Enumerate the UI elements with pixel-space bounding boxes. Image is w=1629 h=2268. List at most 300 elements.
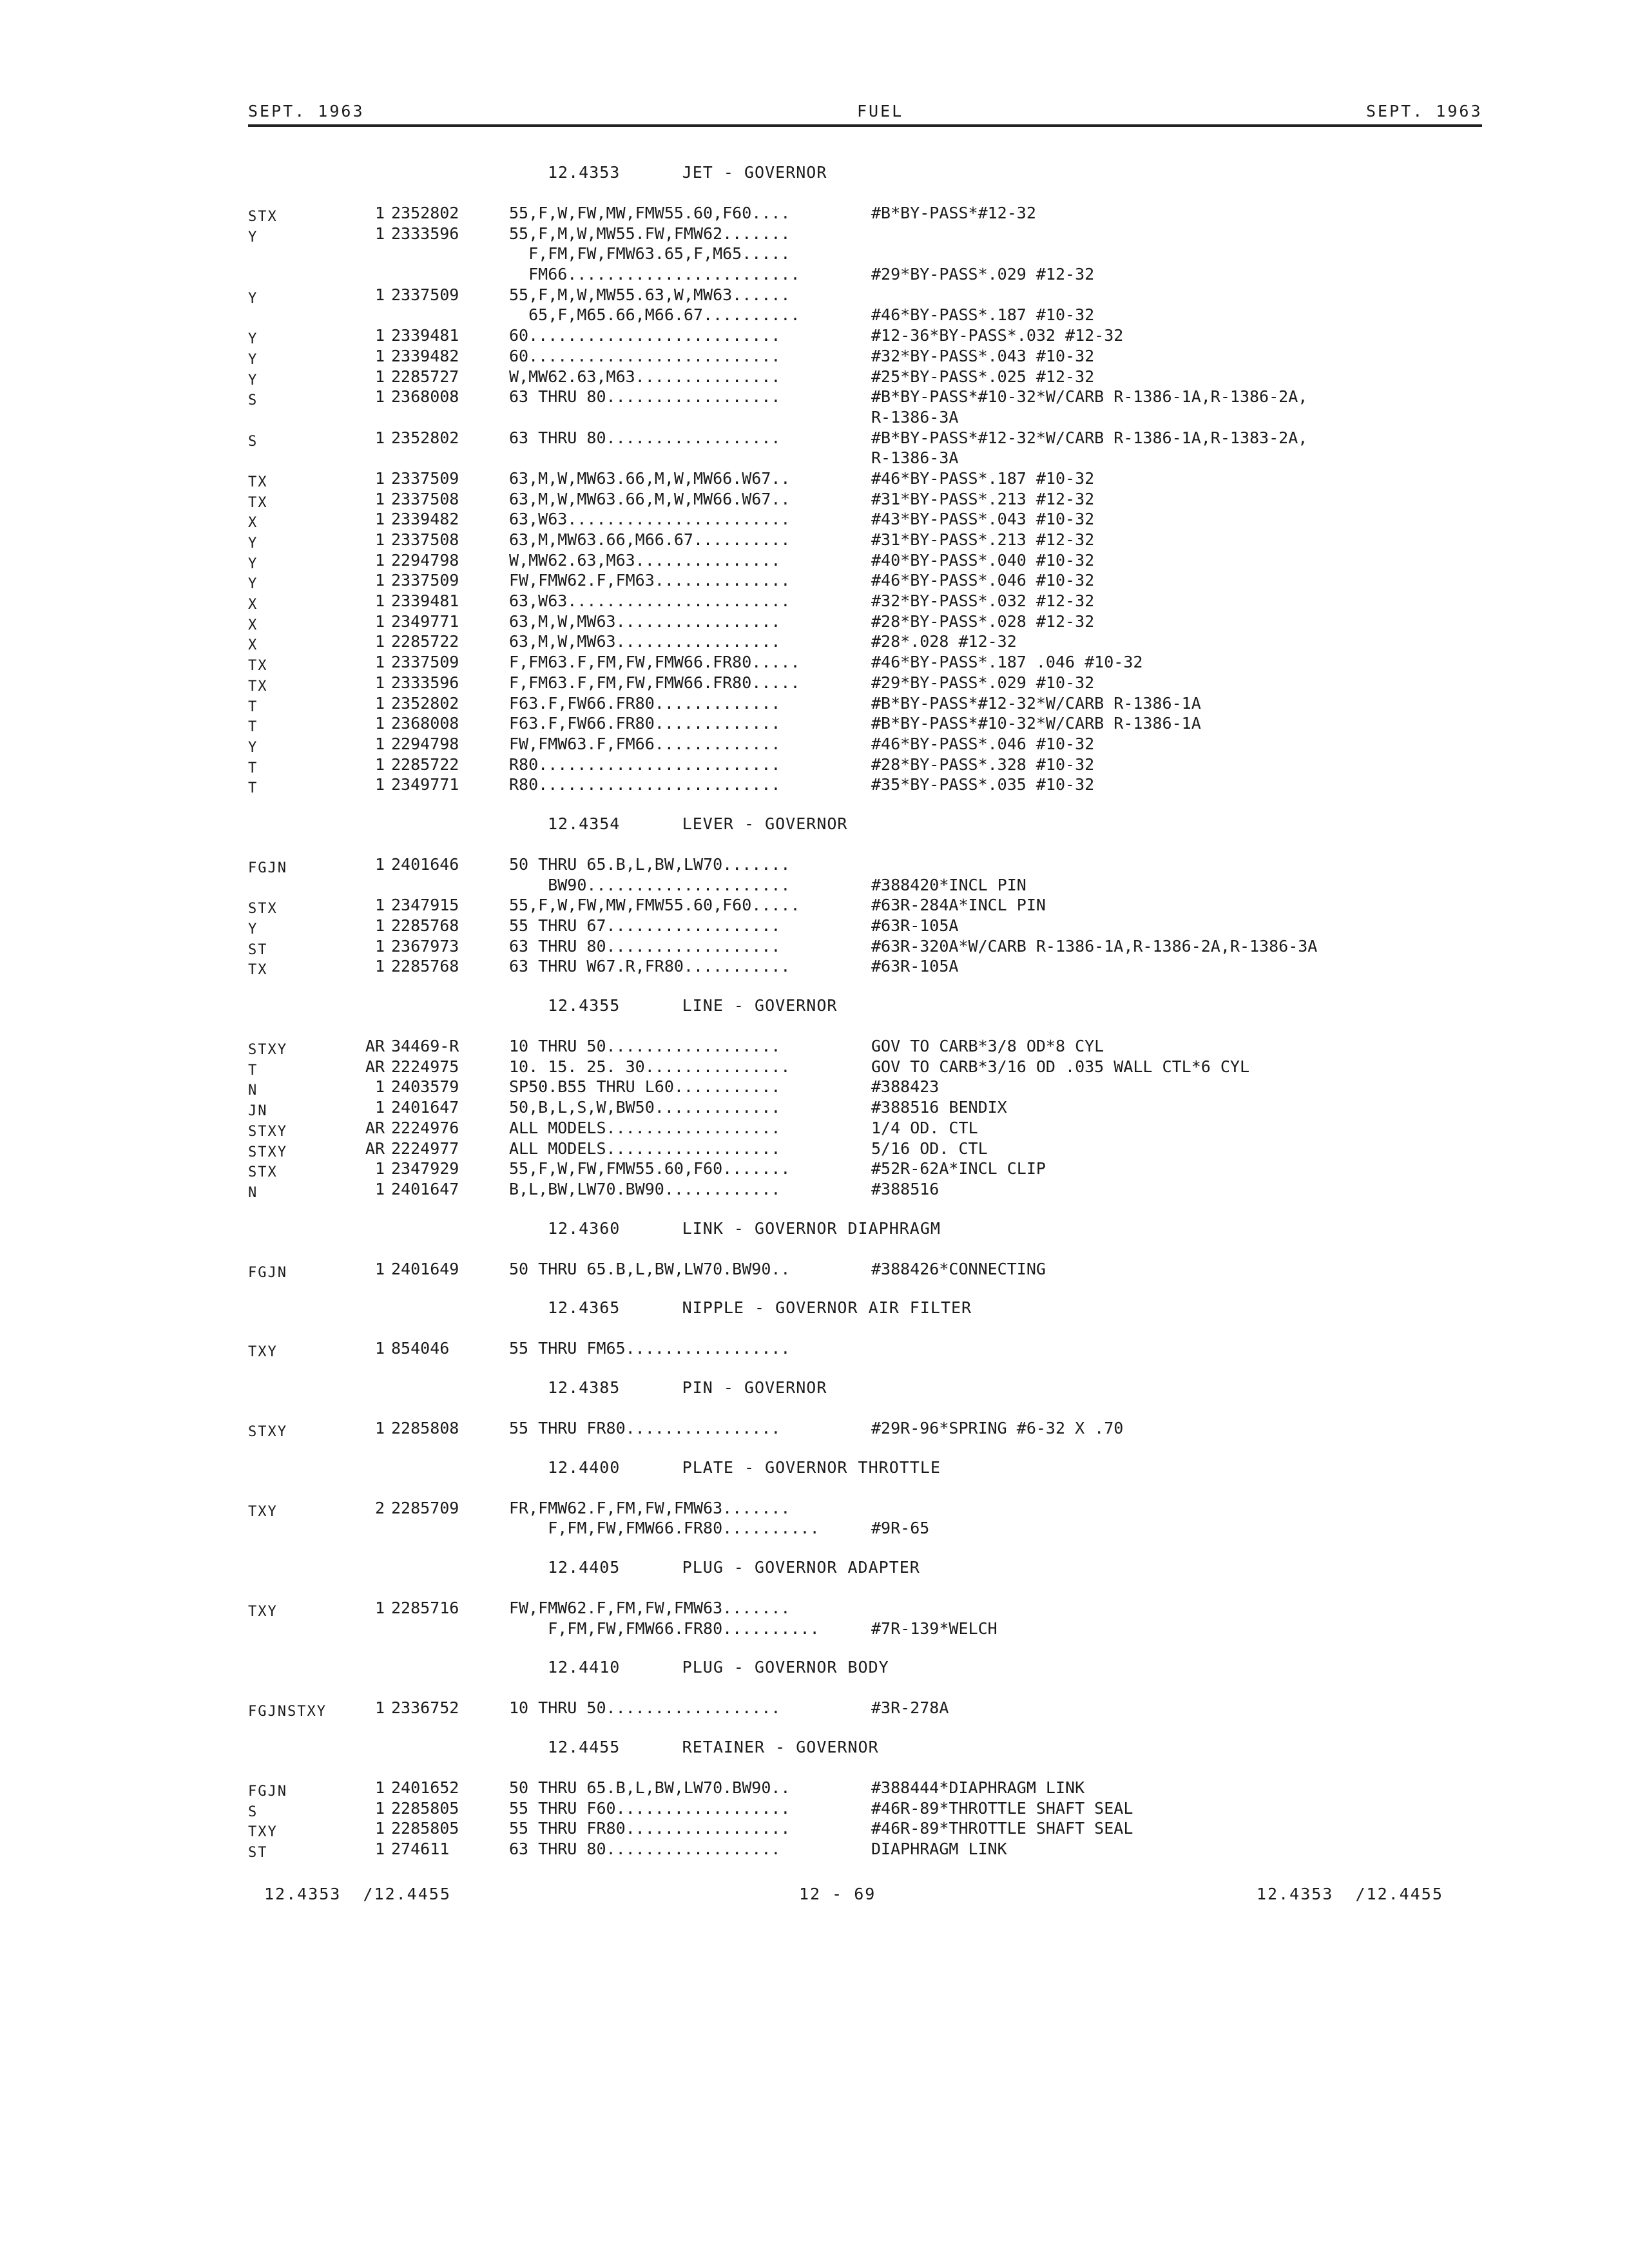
quantity: 1 xyxy=(374,754,385,774)
part-row xyxy=(248,875,1588,896)
part-note: #63R-320A*W/CARB R-1386-1A,R-1386-2A,R-1386-3A xyxy=(871,936,1318,956)
section-spacer xyxy=(248,1539,1588,1553)
part-number: 2368008 xyxy=(391,387,459,407)
model-applicability: FW,FMW62.F,FM,FW,FMW63....... xyxy=(509,1599,791,1617)
part-note: #46R-89*THROTTLE SHAFT SEAL xyxy=(871,1819,1133,1838)
section-spacer xyxy=(248,1200,1588,1214)
quantity: 1 xyxy=(374,653,385,672)
part-note: #46*BY-PASS*.187 #10-32 xyxy=(871,305,1095,325)
part-note: 5/16 OD. CTL xyxy=(871,1139,988,1158)
quantity: 1 xyxy=(374,1599,385,1617)
quantity: 1 xyxy=(374,346,385,365)
model-applicability: 55,F,M,W,MW55.FW,FMW62....... xyxy=(509,224,791,243)
part-note: #25*BY-PASS*.025 #12-32 xyxy=(871,367,1095,386)
model-code: STXY xyxy=(248,1423,287,1440)
section-spacer xyxy=(248,1639,1588,1653)
model-code: FGJN xyxy=(248,1783,287,1800)
model-code: S xyxy=(248,392,258,409)
quantity: 1 xyxy=(374,936,385,956)
section-heading xyxy=(248,991,1588,1022)
part-note: #B*BY-PASS*#12-32 xyxy=(871,204,1036,222)
part-note: #7R-139*WELCH xyxy=(871,1619,998,1638)
quantity: AR xyxy=(365,1118,385,1137)
part-number: 2285709 xyxy=(391,1498,459,1517)
model-applicability: F63.F,FW66.FR80............. xyxy=(509,693,781,713)
model-code: Y xyxy=(248,290,258,307)
part-row xyxy=(248,1036,1588,1057)
part-row xyxy=(248,754,1588,775)
part-note: DIAPHRAGM LINK xyxy=(871,1840,1007,1859)
model-code: TXY xyxy=(248,1824,278,1841)
quantity: AR xyxy=(365,1139,385,1158)
model-applicability: 55,F,W,FW,MW,FMW55.60,F60..... xyxy=(509,896,800,915)
part-row xyxy=(248,1818,1588,1839)
part-row xyxy=(248,1259,1588,1280)
quantity: 1 xyxy=(374,550,385,570)
model-applicability: FW,FMW62.F,FM63.............. xyxy=(509,571,791,590)
part-number: 2337509 xyxy=(391,571,459,590)
part-note: 1/4 OD. CTL xyxy=(871,1118,978,1137)
section-title: 12.4365 NIPPLE - GOVERNOR AIR FILTER xyxy=(548,1298,972,1318)
model-code: Y xyxy=(248,921,258,937)
part-number: 2336752 xyxy=(391,1698,459,1718)
part-row xyxy=(248,530,1588,550)
part-row xyxy=(248,895,1588,916)
part-note: #B*BY-PASS*#10-32*W/CARB R-1386-1A xyxy=(871,714,1201,733)
model-applicability: F,FM,FW,FMW66.FR80.......... xyxy=(509,1519,820,1538)
part-note: #388516 xyxy=(871,1179,940,1198)
model-applicability: F,FM63.F,FM,FW,FMW66.FR80..... xyxy=(509,653,800,672)
section-heading xyxy=(248,1553,1588,1584)
model-applicability: FM66........................ xyxy=(509,265,800,284)
part-number: 2403579 xyxy=(391,1077,459,1097)
model-code: Y xyxy=(248,229,258,245)
quantity: 1 xyxy=(374,1819,385,1838)
part-number: 2339481 xyxy=(391,326,459,345)
part-number: 2285808 xyxy=(391,1418,459,1437)
part-note: #29R-96*SPRING #6-32 X .70 xyxy=(871,1418,1124,1437)
model-code: X xyxy=(248,617,258,633)
model-code: FGJN xyxy=(248,1264,287,1281)
part-note: #29*BY-PASS*.029 #10-32 xyxy=(871,673,1095,692)
section-title: 12.4400 PLATE - GOVERNOR THROTTLE xyxy=(548,1457,941,1477)
model-applicability: 50 THRU 65.B,L,BW,LW70.BW90.. xyxy=(509,1778,791,1798)
model-applicability: 63,W63....................... xyxy=(509,591,791,611)
model-applicability: 55 THRU FR80................. xyxy=(509,1819,791,1838)
part-row xyxy=(248,550,1588,571)
part-row xyxy=(248,244,1588,264)
quantity: 2 xyxy=(374,1498,385,1517)
part-row xyxy=(248,264,1588,285)
model-applicability: W,MW62.63,M63............... xyxy=(509,367,781,386)
part-number: 2285716 xyxy=(391,1599,459,1617)
part-row xyxy=(248,956,1588,977)
part-row xyxy=(248,774,1588,795)
part-note: #31*BY-PASS*.213 #12-32 xyxy=(871,489,1095,508)
model-code: Y xyxy=(248,535,258,552)
part-number: 2367973 xyxy=(391,936,459,956)
part-note: #63R-105A xyxy=(871,916,959,935)
part-row xyxy=(248,285,1588,305)
part-row xyxy=(248,428,1588,448)
section-heading xyxy=(248,1733,1588,1763)
quantity: 1 xyxy=(374,1698,385,1718)
model-applicability: R80......................... xyxy=(509,775,781,794)
model-code: T xyxy=(248,760,258,776)
part-row xyxy=(248,489,1588,510)
part-number: 2339481 xyxy=(391,591,459,611)
footer-page-number: 12 - 69 xyxy=(799,1885,876,1903)
section-spacer xyxy=(248,795,1588,809)
model-applicability: 63 THRU 80.................. xyxy=(509,936,781,956)
quantity: 1 xyxy=(374,285,385,304)
part-note: #3R-278A xyxy=(871,1698,949,1718)
part-note: #46*BY-PASS*.187 .046 #10-32 xyxy=(871,653,1143,672)
model-code: TX xyxy=(248,678,268,695)
part-row xyxy=(248,1338,1588,1359)
part-row xyxy=(248,325,1588,346)
part-note: #388420*INCL PIN xyxy=(871,875,1027,894)
part-row xyxy=(248,854,1588,875)
quantity: 1 xyxy=(374,1798,385,1818)
model-applicability: 63 THRU 80.................. xyxy=(509,387,781,407)
section-spacer xyxy=(248,1439,1588,1453)
part-row xyxy=(248,1418,1588,1439)
part-number: 2224975 xyxy=(391,1057,459,1076)
header-rule xyxy=(248,124,1482,127)
part-note: R-1386-3A xyxy=(871,407,959,427)
model-applicability: ALL MODELS.................. xyxy=(509,1139,781,1158)
footer-range-left: 12.4353 /12.4455 xyxy=(264,1885,451,1903)
model-applicability: 65,F,M65.66,M66.67.......... xyxy=(509,305,800,325)
model-code: Y xyxy=(248,555,258,572)
part-number: 2339482 xyxy=(391,346,459,365)
part-note: #388516 BENDIX xyxy=(871,1098,1007,1117)
part-number: 854046 xyxy=(391,1339,450,1358)
part-number: 2285805 xyxy=(391,1819,459,1838)
model-applicability: 60.......................... xyxy=(509,326,781,345)
part-number: 2285768 xyxy=(391,957,459,976)
model-code: TXY xyxy=(248,1604,278,1620)
section-title: 12.4360 LINK - GOVERNOR DIAPHRAGM xyxy=(548,1218,941,1238)
model-applicability: 55 THRU 67.................. xyxy=(509,916,781,935)
model-applicability: FR,FMW62.F,FM,FW,FMW63....... xyxy=(509,1498,791,1517)
model-code: STX xyxy=(248,209,278,225)
part-row xyxy=(248,713,1588,734)
quantity: 1 xyxy=(374,530,385,549)
model-code: TX xyxy=(248,474,268,490)
section-spacer xyxy=(248,1245,1588,1259)
part-number: 2401647 xyxy=(391,1098,459,1117)
part-row xyxy=(248,1139,1588,1159)
model-code: T xyxy=(248,780,258,797)
quantity: 1 xyxy=(374,1077,385,1097)
footer-range-right: 12.4353 /12.4455 xyxy=(1257,1885,1443,1903)
model-applicability: 50 THRU 65.B,L,BW,LW70.BW90.. xyxy=(509,1259,791,1278)
part-row xyxy=(248,1778,1588,1798)
part-number: 2285722 xyxy=(391,632,459,651)
section-heading xyxy=(248,1653,1588,1684)
part-number: 2401646 xyxy=(391,854,459,874)
model-code: FGJNSTXY xyxy=(248,1704,327,1720)
model-applicability: 10. 15. 25. 30............... xyxy=(509,1057,791,1076)
part-row xyxy=(248,305,1588,325)
section-heading xyxy=(248,809,1588,840)
part-note: #29*BY-PASS*.029 #12-32 xyxy=(871,265,1095,284)
part-row xyxy=(248,346,1588,367)
part-number: 2339482 xyxy=(391,510,459,529)
part-row xyxy=(248,203,1588,224)
part-note: GOV TO CARB*3/16 OD .035 WALL CTL*6 CYL xyxy=(871,1057,1249,1076)
section-heading xyxy=(248,1373,1588,1404)
section-title: 12.4410 PLUG - GOVERNOR BODY xyxy=(548,1658,889,1677)
quantity: 1 xyxy=(374,775,385,794)
part-note: #35*BY-PASS*.035 #10-32 xyxy=(871,775,1095,794)
part-number: 2337509 xyxy=(391,468,459,488)
part-note: #28*BY-PASS*.028 #12-32 xyxy=(871,611,1095,631)
section-spacer xyxy=(248,1684,1588,1698)
quantity: 1 xyxy=(374,1179,385,1198)
part-number: 2294798 xyxy=(391,550,459,570)
quantity: AR xyxy=(365,1057,385,1076)
model-code: Y xyxy=(248,331,258,348)
model-applicability: 63,M,W,MW63.66,M,W,MW66.W67.. xyxy=(509,489,791,508)
part-number: 2352802 xyxy=(391,428,459,447)
model-applicability: 55,F,M,W,MW55.63,W,MW63...... xyxy=(509,285,791,304)
section-spacer xyxy=(248,1279,1588,1293)
section-spacer xyxy=(248,1584,1588,1598)
part-row xyxy=(248,916,1588,936)
section-spacer xyxy=(248,1860,1588,1874)
part-note: #32*BY-PASS*.043 #10-32 xyxy=(871,346,1095,365)
part-note: #B*BY-PASS*#12-32*W/CARB R-1386-1A,R-1383-2A, xyxy=(871,428,1308,447)
quantity: 1 xyxy=(374,489,385,508)
part-row xyxy=(248,631,1588,652)
part-number: 2337508 xyxy=(391,530,459,549)
part-number: 2401649 xyxy=(391,1259,459,1278)
model-applicability: 63,M,W,MW63................. xyxy=(509,632,781,651)
section-heading xyxy=(248,1293,1588,1324)
part-number: 2337508 xyxy=(391,489,459,508)
part-number: 2337509 xyxy=(391,653,459,672)
model-code: STX xyxy=(248,1164,278,1181)
model-code: TX xyxy=(248,962,268,979)
part-note: #28*BY-PASS*.328 #10-32 xyxy=(871,754,1095,774)
section-title: 12.4385 PIN - GOVERNOR xyxy=(548,1378,827,1397)
parts-listing xyxy=(248,158,1588,1874)
model-code: Y xyxy=(248,739,258,756)
section-spacer xyxy=(248,840,1588,854)
model-code: Y xyxy=(248,576,258,593)
part-note: #52R-62A*INCL CLIP xyxy=(871,1159,1046,1178)
quantity: 1 xyxy=(374,632,385,651)
part-note: #B*BY-PASS*#12-32*W/CARB R-1386-1A xyxy=(871,693,1201,713)
part-note: #46R-89*THROTTLE SHAFT SEAL xyxy=(871,1798,1133,1818)
quantity: 1 xyxy=(374,1159,385,1178)
quantity: 1 xyxy=(374,204,385,222)
part-number: 2333596 xyxy=(391,673,459,692)
quantity: AR xyxy=(365,1037,385,1056)
section-spacer xyxy=(248,1324,1588,1338)
quantity: 1 xyxy=(374,714,385,733)
model-applicability: 10 THRU 50.................. xyxy=(509,1698,781,1718)
section-title: 12.4354 LEVER - GOVERNOR xyxy=(548,814,848,833)
model-applicability: 55,F,W,FW,FMW55.60,F60....... xyxy=(509,1159,791,1178)
part-row xyxy=(248,1598,1588,1619)
model-applicability: 55 THRU FM65................. xyxy=(509,1339,791,1358)
part-note: #12-36*BY-PASS*.032 #12-32 xyxy=(871,326,1124,345)
section-title: 12.4355 LINE - GOVERNOR xyxy=(548,996,838,1015)
part-row xyxy=(248,1097,1588,1118)
part-note: #9R-65 xyxy=(871,1519,930,1538)
part-number: 2285805 xyxy=(391,1798,459,1818)
model-code: TX xyxy=(248,658,268,675)
part-number: 2285768 xyxy=(391,916,459,935)
quantity: 1 xyxy=(374,734,385,753)
model-applicability: B,L,BW,LW70.BW90............ xyxy=(509,1179,781,1198)
part-note: #388426*CONNECTING xyxy=(871,1259,1046,1278)
part-row xyxy=(248,673,1588,693)
model-applicability: BW90..................... xyxy=(509,875,791,894)
section-spacer xyxy=(248,1404,1588,1418)
header-section-title: FUEL xyxy=(857,102,904,120)
model-code: N xyxy=(248,1082,258,1099)
part-number: 274611 xyxy=(391,1840,450,1859)
part-number: 2349771 xyxy=(391,611,459,631)
part-note: #40*BY-PASS*.040 #10-32 xyxy=(871,550,1095,570)
part-row xyxy=(248,734,1588,754)
model-code: Y xyxy=(248,372,258,389)
part-note: #63R-284A*INCL PIN xyxy=(871,896,1046,915)
model-code: FGJN xyxy=(248,860,287,876)
part-number: 2285727 xyxy=(391,367,459,386)
part-row xyxy=(248,367,1588,387)
model-applicability: 10 THRU 50.................. xyxy=(509,1037,781,1056)
quantity: 1 xyxy=(374,468,385,488)
model-applicability: 63,M,W,MW63.66,M,W,MW66.W67.. xyxy=(509,468,791,488)
model-applicability: W,MW62.63,M63............... xyxy=(509,550,781,570)
part-number: 2333596 xyxy=(391,224,459,243)
part-row xyxy=(248,1158,1588,1179)
quantity: 1 xyxy=(374,387,385,407)
part-number: 2337509 xyxy=(391,285,459,304)
quantity: 1 xyxy=(374,854,385,874)
section-spacer xyxy=(248,1022,1588,1036)
part-row xyxy=(248,1798,1588,1819)
section-heading xyxy=(248,1453,1588,1484)
part-note: #B*BY-PASS*#10-32*W/CARB R-1386-1A,R-1386-2A, xyxy=(871,387,1308,407)
model-applicability: 63,W63....................... xyxy=(509,510,791,529)
quantity: 1 xyxy=(374,1339,385,1358)
header-date-right: SEPT. 1963 xyxy=(1366,102,1483,120)
model-code: TXY xyxy=(248,1503,278,1520)
section-spacer xyxy=(248,1359,1588,1373)
part-row xyxy=(248,936,1588,957)
model-code: ST xyxy=(248,941,268,958)
section-title: 12.4405 PLUG - GOVERNOR ADAPTER xyxy=(548,1558,920,1577)
quantity: 1 xyxy=(374,1778,385,1798)
header-date-left: SEPT. 1963 xyxy=(248,102,365,120)
model-applicability: F,FM,FW,FMW66.FR80.......... xyxy=(509,1619,820,1638)
quantity: 1 xyxy=(374,571,385,590)
part-row xyxy=(248,407,1588,428)
section-heading xyxy=(248,1214,1588,1245)
part-row xyxy=(248,693,1588,714)
model-code: T xyxy=(248,698,258,715)
model-code: S xyxy=(248,1803,258,1820)
section-spacer xyxy=(248,1763,1588,1778)
model-code: X xyxy=(248,597,258,613)
model-applicability: F,FM63.F,FM,FW,FMW66.FR80..... xyxy=(509,673,800,692)
quantity: 1 xyxy=(374,367,385,386)
part-number: 2224976 xyxy=(391,1118,459,1137)
model-applicability: 60.......................... xyxy=(509,346,781,365)
quantity: 1 xyxy=(374,1840,385,1859)
model-code: X xyxy=(248,637,258,654)
quantity: 1 xyxy=(374,326,385,345)
quantity: 1 xyxy=(374,693,385,713)
part-note: #46*BY-PASS*.046 #10-32 xyxy=(871,734,1095,753)
part-number: 2349771 xyxy=(391,775,459,794)
part-row xyxy=(248,591,1588,611)
model-applicability: F,FM,FW,FMW63.65,F,M65..... xyxy=(509,244,791,264)
quantity: 1 xyxy=(374,957,385,976)
part-row xyxy=(248,1518,1588,1539)
part-row xyxy=(248,448,1588,468)
quantity: 1 xyxy=(374,1098,385,1117)
part-number: 2224977 xyxy=(391,1139,459,1158)
part-row xyxy=(248,468,1588,489)
part-row xyxy=(248,1498,1588,1519)
model-applicability: 55 THRU FR80................ xyxy=(509,1418,781,1437)
quantity: 1 xyxy=(374,224,385,243)
part-note: #28*.028 #12-32 xyxy=(871,632,1017,651)
part-number: 2368008 xyxy=(391,714,459,733)
model-applicability: 55 THRU F60.................. xyxy=(509,1798,791,1818)
model-code: STXY xyxy=(248,1042,287,1059)
part-note: #63R-105A xyxy=(871,957,959,976)
part-row xyxy=(248,652,1588,673)
part-row xyxy=(248,1118,1588,1139)
model-applicability: F63.F,FW66.FR80............. xyxy=(509,714,781,733)
part-row xyxy=(248,1839,1588,1860)
quantity: 1 xyxy=(374,1259,385,1278)
part-row xyxy=(248,1077,1588,1097)
section-heading xyxy=(248,158,1588,189)
quantity: 1 xyxy=(374,673,385,692)
model-applicability: 50 THRU 65.B,L,BW,LW70....... xyxy=(509,854,791,874)
model-code: STXY xyxy=(248,1123,287,1140)
part-number: 2347929 xyxy=(391,1159,459,1178)
part-number: 2401652 xyxy=(391,1778,459,1798)
quantity: 1 xyxy=(374,611,385,631)
model-code: T xyxy=(248,1062,258,1079)
part-number: 2294798 xyxy=(391,734,459,753)
part-number: 2285722 xyxy=(391,754,459,774)
model-applicability: FW,FMW63.F,FM66............. xyxy=(509,734,781,753)
part-note: #388444*DIAPHRAGM LINK xyxy=(871,1778,1085,1798)
model-code: N xyxy=(248,1184,258,1201)
quantity: 1 xyxy=(374,916,385,935)
quantity: 1 xyxy=(374,1418,385,1437)
part-row xyxy=(248,224,1588,244)
model-code: Y xyxy=(248,351,258,368)
quantity: 1 xyxy=(374,591,385,611)
part-note: R-1386-3A xyxy=(871,448,959,468)
model-code: S xyxy=(248,433,258,450)
quantity: 1 xyxy=(374,896,385,915)
model-code: STX xyxy=(248,901,278,918)
